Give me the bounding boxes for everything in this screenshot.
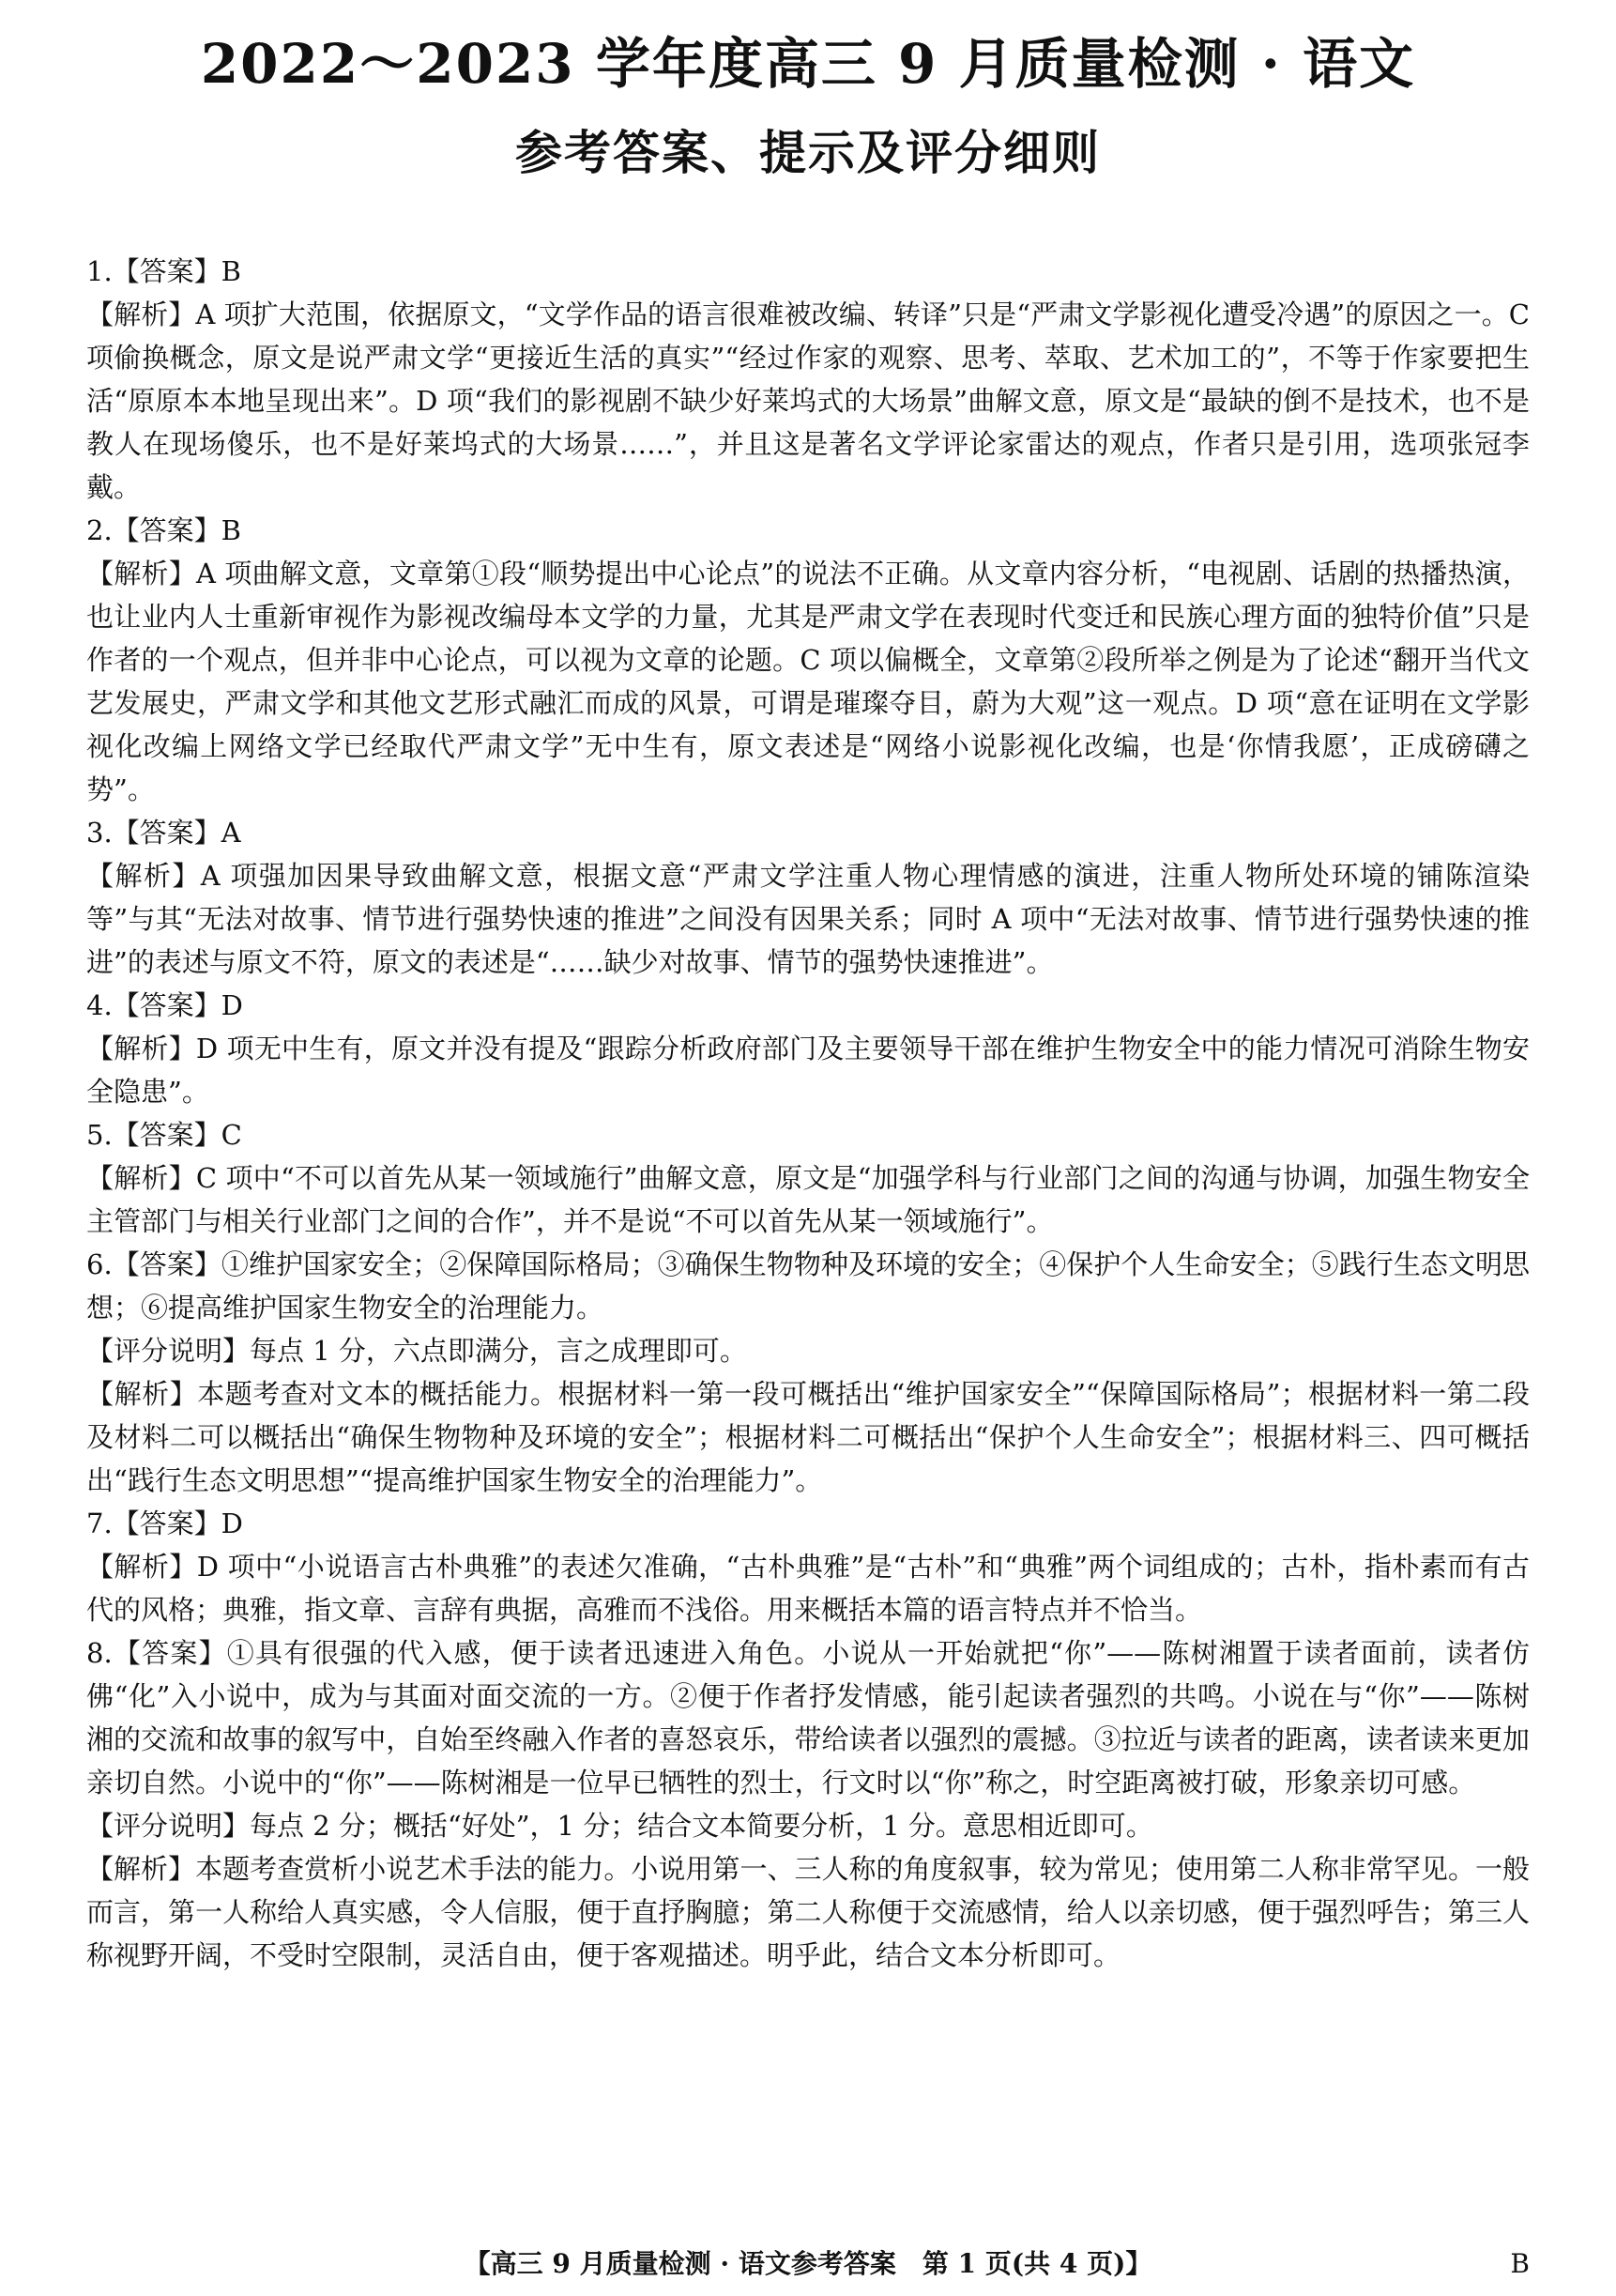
answer-item-1 bbox=[86, 250, 1530, 509]
scoring-note: 【评分说明】每点 2 分；概括“好处”，1 分；结合文本简要分析，1 分。意思相近即可。 bbox=[86, 1810, 1153, 1842]
analysis-block: 【解析】A 项扩大范围，依据原文，“文学作品的语言很难被改编、转译”只是“严肃文学影视化遭受冷遇”的原因之一。C 项偷换概念，原文是说严肃文学“更接近生活的真实”“经过作家的观察、思考、萃取、艺术加工的”，不等于作家要把生活“原原本本地呈现出来”。D 项“我们的影视剧不缺少好莱坞式的大场景”曲解文意，原文是“最缺的倒不是技术，也不是教人在现场傻乐，也不是好莱坞式的大场景……”，并且这是著名文学评论家雷达的观点，作者只是引用，选项张冠李戴。 bbox=[86, 298, 1530, 503]
answer-item-6 bbox=[86, 1243, 1530, 1502]
answer-item-2 bbox=[86, 509, 1530, 811]
answer-line: 2.【答案】B bbox=[86, 514, 241, 546]
page-footer bbox=[86, 2245, 1530, 2283]
answer-line: 7.【答案】D bbox=[86, 1508, 243, 1539]
answer-line: 1.【答案】B bbox=[86, 255, 241, 287]
analysis-block: 【解析】本题考查赏析小说艺术手法的能力。小说用第一、三人称的角度叙事，较为常见；使用第二人称非常罕见。一般而言，第一人称给人真实感，令人信服，便于直抒胸臆；第二人称便于交流感情，给人以亲切感，便于强烈呼告；第三人称视野开阔，不受时空限制，灵活自由，便于客观描述。明乎此，结合文本分析即可。 bbox=[86, 1853, 1530, 1971]
analysis-block: 【解析】A 项曲解文意，文章第①段“顺势提出中心论点”的说法不正确。从文章内容分析，“电视剧、话剧的热播热演，也让业内人士重新审视作为影视改编母本文学的力量，尤其是严肃文学在表现时代变迁和民族心理方面的独特价值”只是作者的一个观点，但并非中心论点，可以视为文章的论题。C 项以偏概全，文章第②段所举之例是为了论述“翻开当代文艺发展史，严肃文学和其他文艺形式融汇而成的风景，可谓是璀璨夺目，蔚为大观”这一观点。D 项“意在证明在文学影视化改编上网络文学已经取代严肃文学”无中生有，原文表述是“网络小说影视化改编，也是‘你情我愿’，正成磅礴之势”。 bbox=[86, 558, 1530, 805]
answer-item-3 bbox=[86, 811, 1530, 984]
analysis-block: 【解析】本题考查对文本的概括能力。根据材料一第一段可概括出“维护国家安全”“保障国际格局”；根据材料一第二段及材料二可以概括出“确保生物物种及环境的安全”；根据材料二可概括出“保护个人生命安全”；根据材料三、四可概括出“践行生态文明思想”“提高维护国家生物安全的治理能力”。 bbox=[86, 1378, 1530, 1496]
page-title: 2022～2023 学年度高三 9 月质量检测 · 语文 bbox=[200, 32, 1416, 96]
answer-item-4 bbox=[86, 984, 1530, 1113]
answer-line: 5.【答案】C bbox=[86, 1119, 242, 1151]
analysis-block: 【解析】A 项强加因果导致曲解文意，根据文意“严肃文学注重人物心理情感的演进，注重人物所处环境的铺陈渲染等”与其“无法对故事、情节进行强势快速的推进”之间没有因果关系；同时 A 项中“无法对故事、情节进行强势快速的推进”的表述与原文不符，原文的表述是“……缺少对故事、情节的强势快速推进”。 bbox=[86, 860, 1530, 978]
answer-line: 8.【答案】①具有很强的代入感，便于读者迅速进入角色。小说从一开始就把“你”——陈树湘置于读者面前，读者仿佛“化”入小说中，成为与其面对面交流的一方。②便于作者抒发情感，能引起读者强烈的共鸣。小说在与“你”——陈树湘的交流和故事的叙写中，自始至终融入作者的喜怒哀乐，带给读者以强烈的震撼。③拉近与读者的距离，读者读来更加亲切自然。小说中的“你”——陈树湘是一位早已牺牲的烈士，行文时以“你”称之，时空距离被打破，形象亲切可感。 bbox=[86, 1637, 1530, 1799]
footer-text: 【高三 9 月质量检测 · 语文参考答案 第 1 页(共 4 页)】 bbox=[464, 2248, 1152, 2279]
answer-line: 4.【答案】D bbox=[86, 989, 243, 1021]
analysis-block: 【解析】C 项中“不可以首先从某一领域施行”曲解文意，原文是“加强学科与行业部门之间的沟通与协调，加强生物安全主管部门与相关行业部门之间的合作”，并不是说“不可以首先从某一领域施行”。 bbox=[86, 1162, 1530, 1237]
analysis-block: 【解析】D 项无中生有，原文并没有提及“跟踪分析政府部门及主要领导干部在维护生物安全中的能力情况可消除生物安全隐患”。 bbox=[86, 1033, 1530, 1108]
version-label: B bbox=[1510, 2248, 1530, 2279]
page-subtitle: 参考答案、提示及评分细则 bbox=[515, 125, 1101, 180]
answer-item-7 bbox=[86, 1502, 1530, 1631]
answer-line: 3.【答案】A bbox=[86, 817, 241, 849]
answer-item-5 bbox=[86, 1113, 1530, 1243]
answer-item-8 bbox=[86, 1631, 1530, 1977]
scoring-note: 【评分说明】每点 1 分，六点即满分，言之成理即可。 bbox=[86, 1335, 747, 1367]
answer-line: 6.【答案】①维护国家安全；②保障国际格局；③确保生物物种及环境的安全；④保护个人生命安全；⑤践行生态文明思想；⑥提高维护国家生物安全的治理能力。 bbox=[86, 1248, 1530, 1324]
answer-list bbox=[86, 250, 1530, 1977]
analysis-block: 【解析】D 项中“小说语言古朴典雅”的表述欠准确，“古朴典雅”是“古朴”和“典雅”两个词组成的；古朴，指朴素而有古代的风格；典雅，指文章、言辞有典据，高雅而不浅俗。用来概括本篇的语言特点并不恰当。 bbox=[86, 1551, 1530, 1626]
